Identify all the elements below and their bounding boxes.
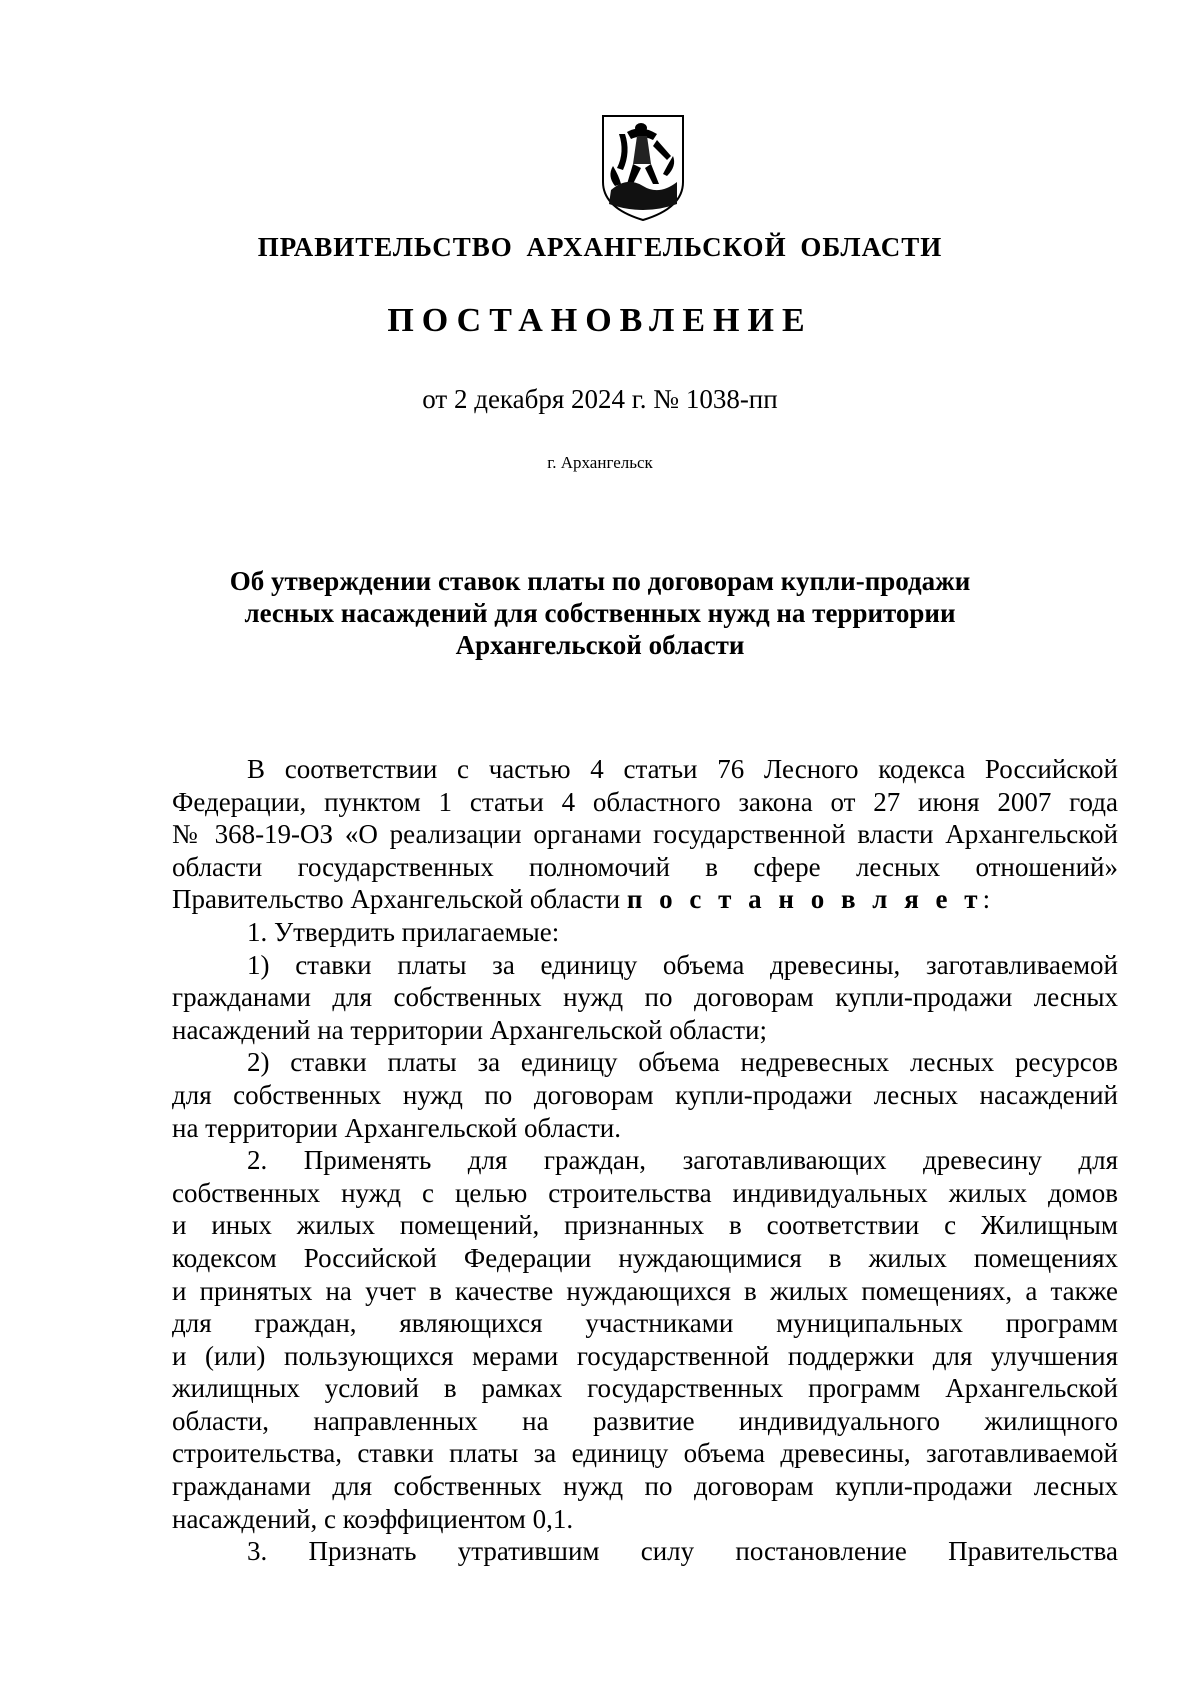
body-line: кодексом Российской Федерации нуждающимися в жилых помещениях xyxy=(172,1242,1118,1273)
resolution-keyword: п о с т а н о в л я е т xyxy=(626,884,983,915)
body-line: для граждан, являющихся участниками муниципальных программ xyxy=(172,1308,1118,1339)
subject-line: лесных насаждений для собственных нужд на территории xyxy=(244,598,956,628)
body-line: и иных жилых помещений, признанных в соответствии с Жилищным xyxy=(172,1210,1118,1241)
body-line-text: Правительство Архангельской области xyxy=(172,884,621,915)
document-type-title: ПОСТАНОВЛЕНИЕ xyxy=(387,302,813,339)
body-line: 2. Применять для граждан, заготавливающих древесину для xyxy=(247,1145,1118,1176)
body-line: 3. Признать утратившим силу постановление Правительства xyxy=(247,1536,1118,1567)
body-line: гражданами для собственных нужд по договорам купли-продажи лесных xyxy=(172,982,1118,1013)
colon-text: : xyxy=(982,884,991,915)
document-body xyxy=(172,753,1118,1568)
body-line: 1) ставки платы за единицу объема древесины, заготавливаемой xyxy=(247,949,1118,980)
body-line: 2) ставки платы за единицу объема недревесных лесных ресурсов xyxy=(247,1047,1118,1078)
subject-line: Об утверждении ставок платы по договорам купли-продажи xyxy=(229,566,971,596)
body-line: Федерации, пунктом 1 статьи 4 областного закона от 27 июня 2007 года xyxy=(172,786,1118,817)
body-line: для собственных нужд по договорам купли-продажи лесных насаждений xyxy=(172,1079,1118,1110)
subject-line: Архангельской области xyxy=(455,630,745,660)
document-city: г. Архангельск xyxy=(547,453,653,472)
document-date-number: от 2 декабря 2024 г. № 1038-пп xyxy=(422,384,778,414)
body-line: и (или) пользующихся мерами государственной поддержки для улучшения xyxy=(172,1340,1118,1371)
body-line: области государственных полномочий в сфере лесных отношений» xyxy=(172,851,1118,882)
body-line: гражданами для собственных нужд по договорам купли-продажи лесных xyxy=(172,1471,1118,1502)
body-line: жилищных условий в рамках государственных программ Архангельской xyxy=(172,1373,1118,1404)
body-line: области, направленных на развитие индивидуального жилищного xyxy=(172,1405,1118,1436)
body-line: насаждений, с коэффициентом 0,1. xyxy=(172,1503,574,1534)
body-line: № 368-19-ОЗ «О реализации органами государственной власти Архангельской xyxy=(172,819,1118,850)
organization-title: ПРАВИТЕЛЬСТВО АРХАНГЕЛЬСКОЙ ОБЛАСТИ xyxy=(257,232,943,262)
body-line: 1. Утвердить прилагаемые: xyxy=(247,916,560,947)
body-line: насаждений на территории Архангельской области; xyxy=(172,1014,767,1045)
coat-of-arms-icon xyxy=(597,112,689,224)
body-line xyxy=(172,883,1118,916)
document-subject xyxy=(200,565,1000,661)
body-line: и принятых на учет в качестве нуждающихся в жилых помещениях, а также xyxy=(172,1275,1118,1306)
body-line: собственных нужд с целью строительства индивидуальных жилых домов xyxy=(172,1177,1118,1208)
body-line: на территории Архангельской области. xyxy=(172,1112,622,1143)
body-line: строительства, ставки платы за единицу объема древесины, заготавливаемой xyxy=(172,1438,1118,1469)
body-line: В соответствии с частью 4 статьи 76 Лесного кодекса Российской xyxy=(247,754,1118,784)
